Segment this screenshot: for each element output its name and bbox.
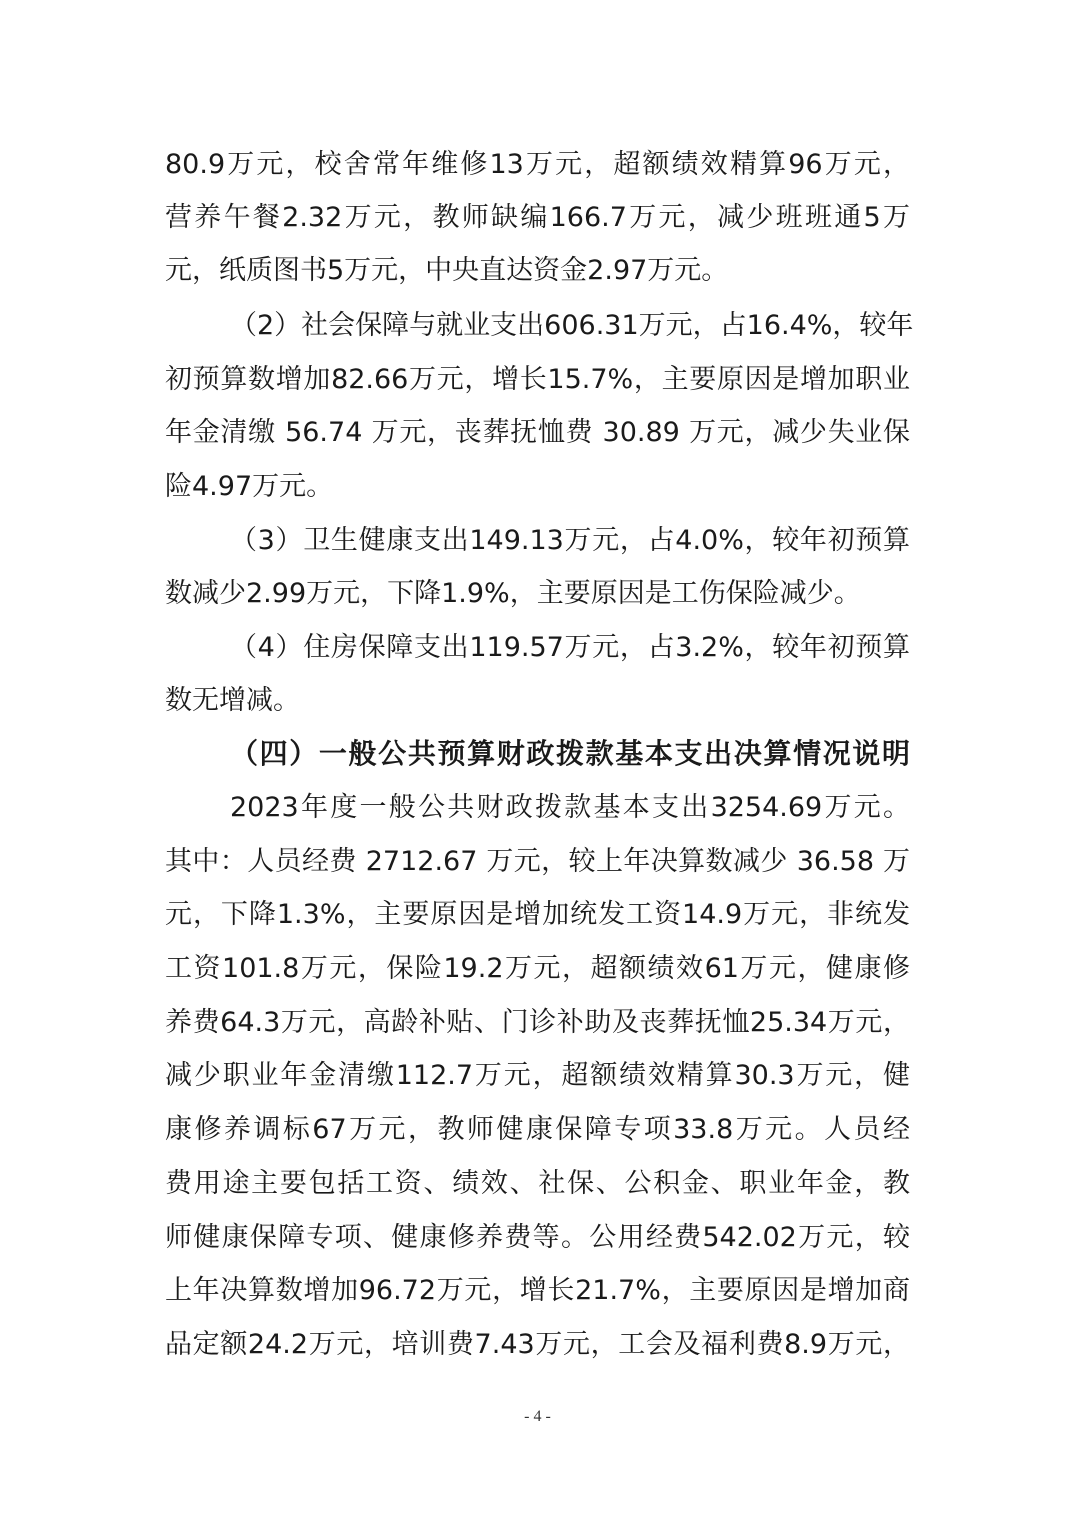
text-line: 上年决算数增加96.72万元，增长21.7%，主要原因是增加商	[165, 1275, 910, 1306]
text-line: 费用途主要包括工资、绩效、社保、公积金、职业年金，教	[165, 1168, 910, 1199]
text-line: （3）卫生健康支出149.13万元，占4.0%，较年初预算	[230, 525, 910, 556]
text-line: 师健康保障专项、健康修养费等。公用经费542.02万元，较	[165, 1222, 910, 1253]
text-line: （2）社会保障与就业支出606.31万元，占16.4%，较年	[230, 310, 914, 341]
text-line: 数减少2.99万元，下降1.9%，主要原因是工伤保险减少。	[165, 578, 861, 609]
text-line: （4）住房保障支出119.57万元，占3.2%，较年初预算	[230, 632, 910, 663]
text-line: 元，纸质图书5万元，中央直达资金2.97万元。	[165, 255, 729, 286]
text-line: 险4.97万元。	[165, 471, 334, 502]
text-line: 康修养调标67万元，教师健康保障专项33.8万元。人员经	[165, 1114, 910, 1145]
section-heading: （四）一般公共预算财政拨款基本支出决算情况说明	[230, 737, 910, 770]
text-line: 营养午餐2.32万元，教师缺编166.7万元，减少班班通5万	[165, 202, 910, 233]
text-line: 品定额24.2万元，培训费7.43万元，工会及福利费8.9万元，	[165, 1329, 910, 1360]
text-line: 减少职业年金清缴112.7万元，超额绩效精算30.3万元，健	[165, 1060, 910, 1091]
text-line: 2023年度一般公共财政拨款基本支出3254.69万元。	[230, 792, 910, 823]
text-line: 元，下降1.3%，主要原因是增加统发工资14.9万元，非统发	[165, 899, 910, 930]
text-line: 工资101.8万元，保险19.2万元，超额绩效61万元，健康修	[165, 953, 910, 984]
text-line: 其中：人员经费 2712.67 万元，较上年决算数减少 36.58 万	[165, 846, 910, 877]
text-line: 80.9万元，校舍常年维修13万元，超额绩效精算96万元，	[165, 149, 910, 180]
text-line: 养费64.3万元，高龄补贴、门诊补助及丧葬抚恤25.34万元，	[165, 1007, 910, 1038]
text-line: 初预算数增加82.66万元，增长15.7%，主要原因是增加职业	[165, 364, 910, 395]
text-line: 数无增减。	[165, 685, 300, 716]
text-line: 年金清缴 56.74 万元，丧葬抚恤费 30.89 万元，减少失业保	[165, 417, 910, 448]
page-number: - 4 -	[524, 1408, 551, 1425]
